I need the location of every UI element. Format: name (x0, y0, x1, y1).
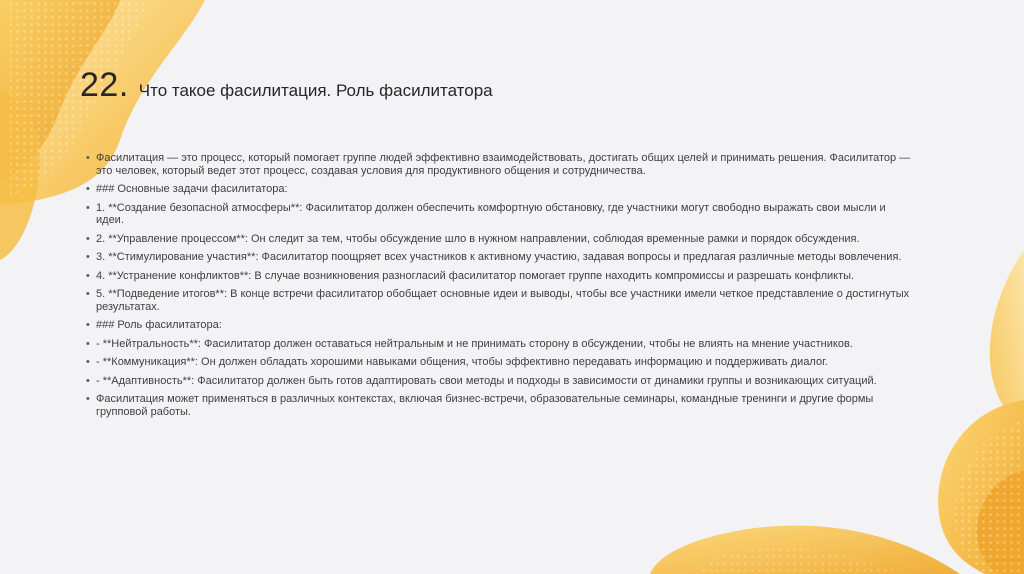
bullet-item: • 2. **Управление процессом**: Он следит за тем, чтобы обсуждение шло в нужном направлении, соблюдая временные рамки и порядок обсуждения. (96, 233, 914, 246)
slide-number: 22. (80, 66, 129, 104)
bullet-item: • 3. **Стимулирование участия**: Фасилитатор поощряет всех участников к активному участию, задавая вопросы и предлагая различные методы вовлечения. (96, 251, 914, 264)
slide-content (96, 152, 914, 424)
bullet-item: • 1. **Создание безопасной атмосферы**: Фасилитатор должен обеспечить комфортную обстановку, где участники могут свободно выражать свои мысли и идеи. (96, 202, 914, 227)
bullet-item: • ### Роль фасилитатора: (96, 319, 914, 332)
slide-title-text: Что такое фасилитация. Роль фасилитатора (138, 81, 493, 100)
bullet-item: • Фасилитация может применяться в различных контекстах, включая бизнес-встречи, образовательные семинары, командные тренинги и другие формы групповой работы. (96, 393, 914, 418)
bullet-item: • - **Адаптивность**: Фасилитатор должен быть готов адаптировать свои методы и подходы в зависимости от динамики группы и возникающих ситуаций. (96, 375, 914, 388)
bullet-item: • Фасилитация — это процесс, который помогает группе людей эффективно взаимодействовать, достигать общих целей и принимать решения. Фасилитатор — это человек, который ведет этот процесс, создавая условия для продуктивного общения и сотрудничества. (96, 152, 914, 177)
bullet-item: • - **Коммуникация**: Он должен обладать хорошими навыками общения, чтобы эффективно передавать информацию и поддерживать диалог. (96, 356, 914, 369)
slide-title (80, 66, 493, 105)
bullet-item: • - **Нейтральность**: Фасилитатор должен оставаться нейтральным и не принимать сторону в обсуждении, чтобы не влиять на мнение участников. (96, 338, 914, 351)
bullet-item: • ### Основные задачи фасилитатора: (96, 183, 914, 196)
bullet-item: • 5. **Подведение итогов**: В конце встречи фасилитатор обобщает основные идеи и выводы, чтобы все участники имели четкое представление о достигнутых результатах. (96, 288, 914, 313)
bullet-item: • 4. **Устранение конфликтов**: В случае возникновения разногласий фасилитатор помогает группе находить компромиссы и разрешать конфликты. (96, 270, 914, 283)
